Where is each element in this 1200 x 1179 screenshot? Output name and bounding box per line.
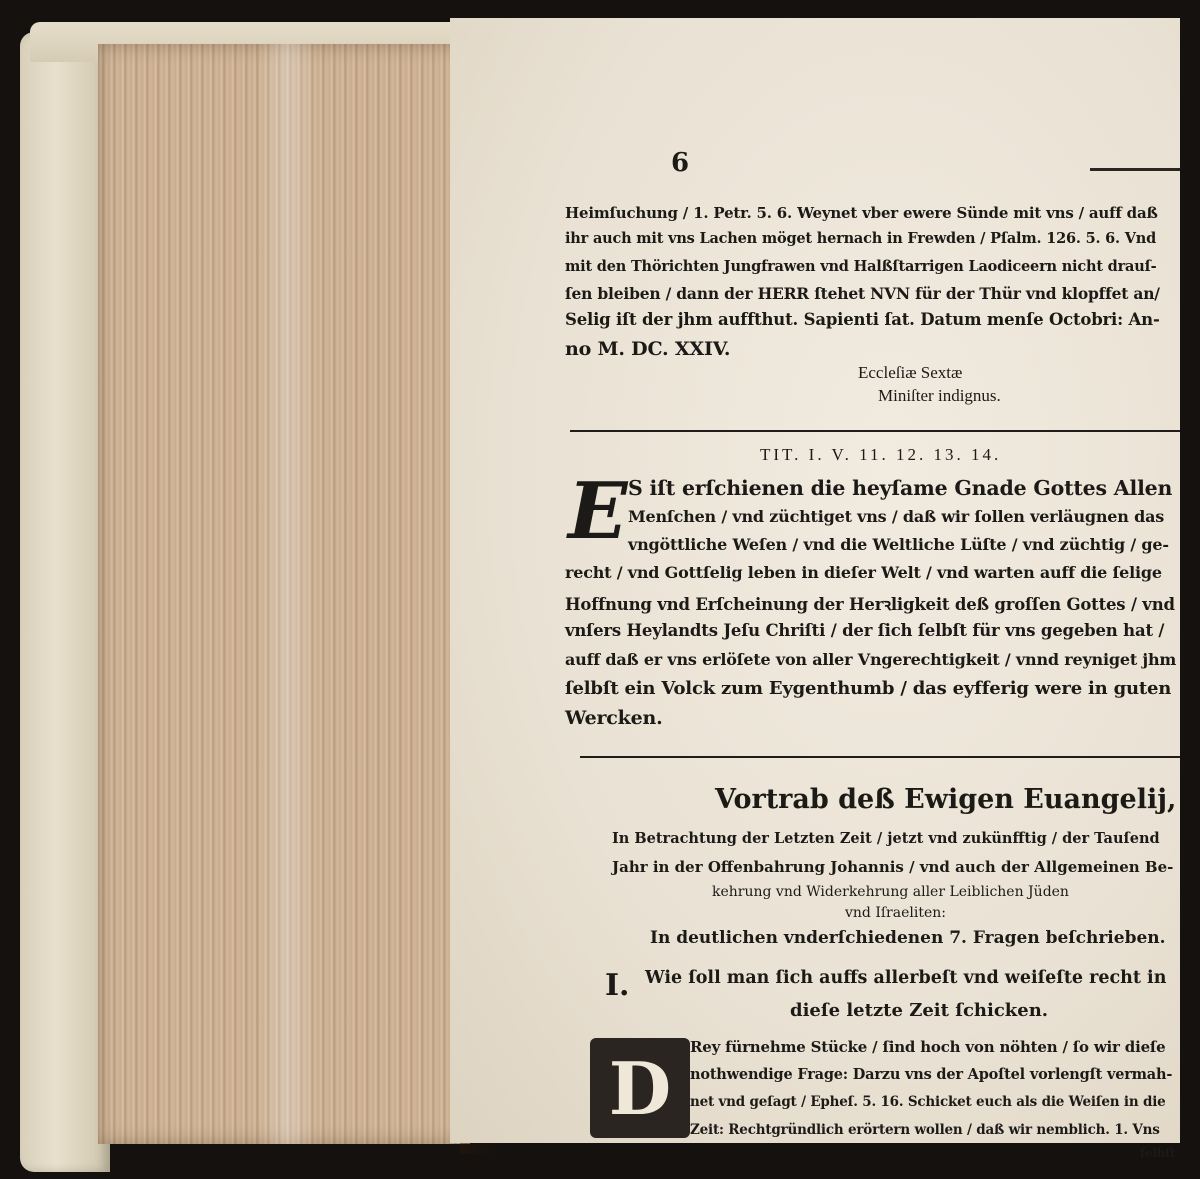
section-divider bbox=[580, 756, 1180, 758]
scripture-reference: TIT. I. V. 11. 12. 13. 14. bbox=[760, 445, 1002, 464]
treatise-description: In deutlichen vnderſchiedenen 7. Fragen beſchrieben. bbox=[650, 928, 1166, 948]
preface-line: mit den Thörichten Jungfrawen vnd Halßſtarrigen Laodiceern nicht drauſ- bbox=[565, 258, 1157, 275]
page-number: 6 bbox=[670, 148, 690, 178]
question-line: dieſe letzte Zeit ſchicken. bbox=[790, 1000, 1049, 1021]
scripture-line: Hoffnung vnd Erſcheinung der Herꝛligkeit deß groſſen Gottes / vnd bbox=[565, 595, 1175, 614]
preface-line: Heimſuchung / 1. Petr. 5. 6. Weynet vber ewere Sünde mit vns / auff daß bbox=[565, 204, 1158, 222]
treatise-subtitle-line: kehrung vnd Widerkehrung aller Leiblichen Jüden bbox=[712, 884, 1069, 900]
signature-line-2: Miniſter indignus. bbox=[878, 386, 1001, 405]
section-divider bbox=[570, 430, 1180, 432]
scripture-line: ſelbſt ein Volck zum Eygenthumb / das eyfferig were in guten bbox=[565, 678, 1172, 699]
question-number: I. bbox=[605, 968, 630, 1003]
preface-line: ihr auch mit vns Lachen möget hernach in Frewden / Pſalm. 126. 5. 6. Vnd bbox=[565, 230, 1157, 247]
treatise-title: Vortrab deß Ewigen Euangelij, bbox=[715, 784, 1177, 815]
scripture-line: S iſt erſchienen die heyſame Gnade Gottes Allen bbox=[628, 476, 1173, 500]
ornamental-dropcap: D bbox=[590, 1038, 690, 1138]
scripture-line: vnſers Heylandts Jeſu Chriſti / der ſich ſelbſt für vns gegeben hat / bbox=[565, 621, 1165, 640]
preface-line: Selig iſt der jhm auffthut. Sapienti ſat. Datum menſe Octobri: An- bbox=[565, 310, 1160, 329]
preface-line: no M. DC. XXIV. bbox=[565, 338, 731, 360]
page-block-edges bbox=[98, 44, 470, 1144]
signature-line-1: Eccleſiæ Sextæ bbox=[858, 363, 963, 382]
scripture-line: Wercken. bbox=[565, 707, 663, 729]
printed-page bbox=[450, 18, 1180, 1160]
body-line: Rey fürnehme Stücke / ſind hoch von nöhten / ſo wir dieſe bbox=[690, 1038, 1166, 1056]
scripture-line: vngöttliche Weſen / vnd die Weltliche Lüſte / vnd züchtig / ge- bbox=[628, 535, 1169, 554]
scripture-line: Menſchen / vnd züchtiget vns / daß wir ſollen verläugnen das bbox=[628, 507, 1165, 526]
scripture-dropcap: E bbox=[568, 466, 628, 557]
scripture-line: auff daß er vns erlöſete von aller Vngerechtigkeit / vnnd reyniget jhm bbox=[565, 650, 1177, 669]
treatise-subtitle-line: In Betrachtung der Letzten Zeit / jetzt vnd zukünfftig / der Tauſend bbox=[612, 830, 1160, 847]
page-top-rule bbox=[1090, 168, 1180, 171]
body-line: nothwendige Frage: Darzu vns der Apoſtel vorlengſt vermah- bbox=[690, 1066, 1173, 1083]
vellum-cover bbox=[20, 32, 110, 1172]
scripture-line: recht / vnd Gottſelig leben in dieſer Welt / vnd warten auff die ſelige bbox=[565, 563, 1162, 582]
body-line: Zeit: Rechtgründlich erörtern wollen / daß wir nemblich. 1. Vns bbox=[690, 1122, 1160, 1138]
question-line: Wie ſoll man ſich auffs allerbeſt vnd weiſeſte recht in bbox=[645, 968, 1167, 988]
treatise-subtitle-line: vnd Iſraeliten: bbox=[845, 905, 946, 921]
catchword: ſelbſt bbox=[1140, 1146, 1176, 1160]
body-line: net vnd geſagt / Epheſ. 5. 16. Schicket euch als die Weiſen in die bbox=[690, 1094, 1166, 1110]
treatise-subtitle-line: Jahr in der Offenbahrung Johannis / vnd auch der Allgemeinen Be- bbox=[612, 858, 1174, 876]
preface-line: ſen bleiben / dann der HERR ſtehet NVN für der Thür vnd klopffet an/ bbox=[565, 284, 1160, 303]
